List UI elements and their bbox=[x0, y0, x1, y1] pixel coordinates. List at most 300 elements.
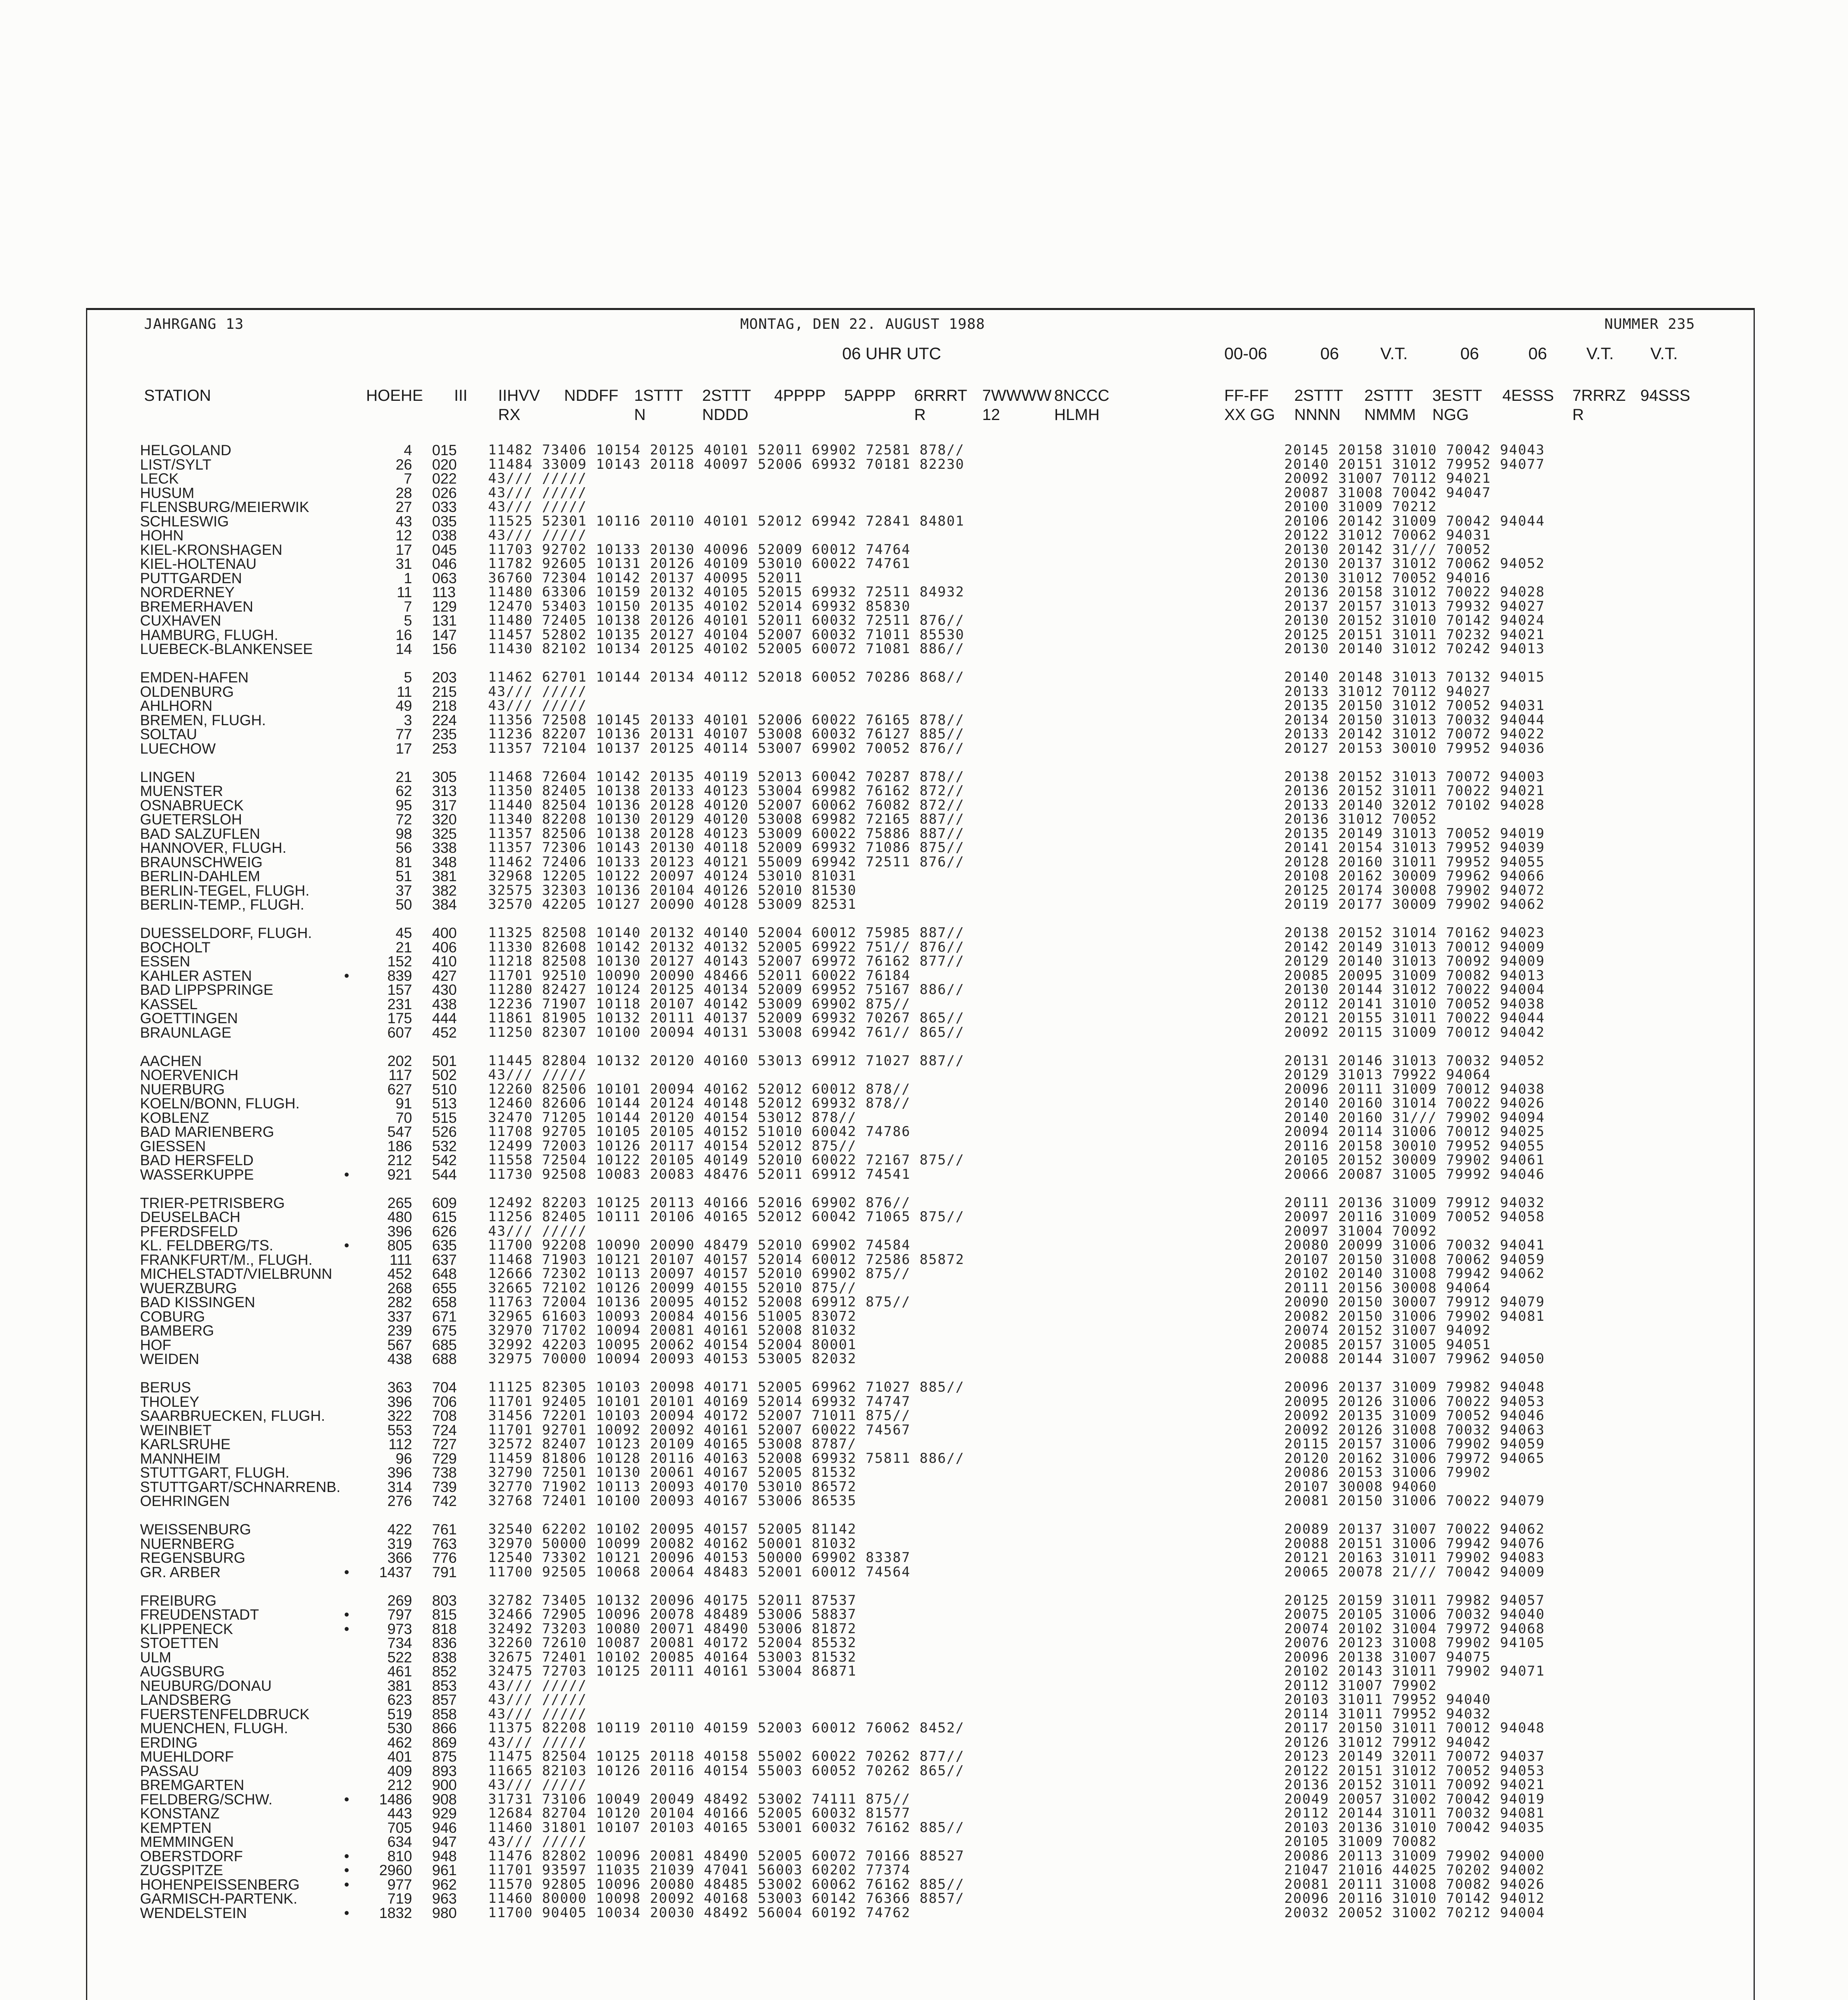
synop-groups: 11125 82305 10103 20098 40171 52005 69962 71027 885// bbox=[488, 1379, 965, 1395]
station-name: BAD MARIENBERG bbox=[140, 1124, 274, 1140]
table-gap bbox=[140, 912, 1752, 926]
mountain-station-marker: • bbox=[344, 1606, 349, 1623]
synop-groups: 11708 92705 10105 20105 40152 51010 60042 74786 bbox=[488, 1124, 911, 1140]
extra-groups: 20107 20150 31008 70062 94059 bbox=[1284, 1251, 1545, 1268]
extra-groups: 20102 20140 31008 79942 94062 bbox=[1284, 1266, 1545, 1282]
extra-groups: 20094 20114 31006 70012 94025 bbox=[1284, 1124, 1545, 1140]
station-id: 729 bbox=[432, 1450, 457, 1467]
station-id: 900 bbox=[432, 1777, 457, 1793]
extra-groups: 20081 20111 31008 70082 94026 bbox=[1284, 1876, 1545, 1892]
table-row bbox=[140, 1380, 1752, 1395]
table-row bbox=[140, 1721, 1752, 1736]
table-gap bbox=[140, 656, 1752, 671]
table-row bbox=[140, 1210, 1752, 1224]
synop-groups: 43/// ///// bbox=[488, 527, 587, 543]
station-id: 963 bbox=[432, 1890, 457, 1907]
station-name: STUTTGART/SCHNARRENB. bbox=[140, 1478, 340, 1495]
station-height: 734 bbox=[387, 1635, 412, 1651]
mountain-station-marker: • bbox=[344, 1862, 349, 1878]
station-id: 384 bbox=[432, 896, 457, 913]
station-height: 276 bbox=[387, 1493, 412, 1509]
station-height: 49 bbox=[395, 698, 412, 714]
station-name: ESSEN bbox=[140, 953, 190, 970]
extra-groups: 20089 20137 31007 70022 94062 bbox=[1284, 1521, 1545, 1537]
station-name: BRAUNLAGE bbox=[140, 1024, 232, 1041]
station-id: 218 bbox=[432, 698, 457, 714]
synop-groups: 32470 71205 10144 20120 40154 53012 878// bbox=[488, 1109, 857, 1126]
station-name: HAMBURG, FLUGH. bbox=[140, 626, 278, 643]
station-height: 202 bbox=[387, 1052, 412, 1069]
synop-groups: 11236 82207 10136 20131 40107 53008 60032 76127 885// bbox=[488, 726, 965, 742]
table-row bbox=[140, 727, 1752, 742]
station-id: 706 bbox=[432, 1393, 457, 1410]
mountain-station-marker: • bbox=[344, 967, 349, 984]
table-gap bbox=[140, 1182, 1752, 1196]
table-row bbox=[140, 1423, 1752, 1438]
table-row bbox=[140, 557, 1752, 571]
extra-groups: 20115 20157 31006 79902 94059 bbox=[1284, 1436, 1545, 1452]
table-row bbox=[140, 1096, 1752, 1111]
synop-groups: 12666 72302 10113 20097 40157 52010 69902 875// bbox=[488, 1266, 911, 1282]
extra-groups: 20140 20148 31013 70132 94015 bbox=[1284, 669, 1545, 685]
station-id: 542 bbox=[432, 1152, 457, 1168]
table-row bbox=[140, 1707, 1752, 1722]
station-id: 381 bbox=[432, 868, 457, 884]
extra-groups: 20122 20151 31012 70052 94053 bbox=[1284, 1762, 1545, 1779]
station-height: 77 bbox=[395, 726, 412, 742]
station-height: 443 bbox=[387, 1805, 412, 1822]
table-row bbox=[140, 1253, 1752, 1267]
table-row bbox=[140, 812, 1752, 827]
station-id: 708 bbox=[432, 1408, 457, 1424]
extra-groups: 20125 20174 30008 79902 94072 bbox=[1284, 882, 1545, 898]
table-row bbox=[140, 600, 1752, 614]
station-name: BREMERHAVEN bbox=[140, 598, 254, 615]
extra-groups: 20127 20153 30010 79952 94036 bbox=[1284, 740, 1545, 756]
station-name: KOBLENZ bbox=[140, 1109, 209, 1126]
synop-groups: 11457 52802 10135 20127 40104 52007 60032 71011 85530 bbox=[488, 626, 965, 643]
table-row bbox=[140, 585, 1752, 600]
table-row bbox=[140, 571, 1752, 586]
extra-groups: 20122 31012 70062 94031 bbox=[1284, 527, 1491, 543]
table-row bbox=[140, 1764, 1752, 1778]
table-row bbox=[140, 1892, 1752, 1906]
station-height: 519 bbox=[387, 1706, 412, 1722]
table-row bbox=[140, 1466, 1752, 1480]
synop-groups: 32965 61603 10093 20084 40156 51005 83072 bbox=[488, 1308, 857, 1324]
station-id: 853 bbox=[432, 1677, 457, 1694]
extra-groups: 20096 20116 31010 70142 94012 bbox=[1284, 1890, 1545, 1906]
table-row bbox=[140, 1352, 1752, 1366]
column-hoehe: HOEHE bbox=[366, 387, 423, 404]
table-row bbox=[140, 954, 1752, 969]
station-id: 836 bbox=[432, 1635, 457, 1651]
synop-groups: 43/// ///// bbox=[488, 1777, 587, 1793]
synop-groups: 43/// ///// bbox=[488, 484, 587, 501]
column-1sttt: 1STTT N bbox=[634, 387, 683, 424]
synop-groups: 32790 72501 10130 20061 40167 52005 81532 bbox=[488, 1464, 857, 1480]
masthead-center: MONTAG, DEN 22. AUGUST 1988 bbox=[740, 316, 985, 332]
station-name: KEMPTEN bbox=[140, 1819, 212, 1836]
station-name: KL. FELDBERG/TS. bbox=[140, 1237, 274, 1254]
station-name: SCHLESWIG bbox=[140, 513, 229, 530]
table-row bbox=[140, 670, 1752, 685]
station-id: 658 bbox=[432, 1294, 457, 1310]
synop-groups: 32665 72102 10126 20099 40155 52010 875// bbox=[488, 1280, 857, 1296]
table-gap bbox=[140, 1579, 1752, 1594]
synop-groups: 43/// ///// bbox=[488, 1223, 587, 1239]
extra-groups: 20116 20158 30010 79952 94055 bbox=[1284, 1138, 1545, 1154]
station-height: 17 bbox=[395, 541, 412, 558]
station-name: MICHELSTADT/VIELBRUNN bbox=[140, 1266, 332, 1282]
station-height: 1832 bbox=[379, 1904, 412, 1921]
station-name: NEUBURG/DONAU bbox=[140, 1677, 272, 1694]
extra-groups: 20076 20123 31008 79902 94105 bbox=[1284, 1635, 1545, 1651]
station-name: ULM bbox=[140, 1649, 172, 1666]
table-row bbox=[140, 798, 1752, 813]
synop-groups: 11468 71903 10121 20107 40157 52014 60012 72586 85872 bbox=[488, 1251, 965, 1268]
station-height: 973 bbox=[387, 1620, 412, 1637]
synop-groups: 11570 92805 10096 20080 48485 53002 60062 76162 885// bbox=[488, 1876, 965, 1892]
synop-groups: 31456 72201 10103 20094 40172 52007 71011 875// bbox=[488, 1408, 911, 1424]
table-row bbox=[140, 1608, 1752, 1622]
time-group-6: V.T. bbox=[1586, 344, 1614, 363]
station-id: 513 bbox=[432, 1095, 457, 1112]
station-id: 147 bbox=[432, 626, 457, 643]
synop-groups: 11484 33009 10143 20118 40097 52006 69932 70181 82230 bbox=[488, 456, 965, 472]
table-row bbox=[140, 543, 1752, 557]
synop-groups: 11558 72504 10122 20105 40149 52010 60022 72167 875// bbox=[488, 1152, 965, 1168]
synop-groups: 43/// ///// bbox=[488, 683, 587, 700]
table-row bbox=[140, 1565, 1752, 1580]
column-station: STATION bbox=[144, 387, 211, 404]
table-row bbox=[140, 1267, 1752, 1281]
mountain-station-marker: • bbox=[344, 1564, 349, 1580]
station-name: BERLIN-TEGEL, FLUGH. bbox=[140, 882, 310, 899]
station-height: 112 bbox=[388, 1436, 412, 1452]
station-height: 12 bbox=[395, 527, 412, 544]
column-4pppp: 4PPPP bbox=[774, 387, 826, 404]
synop-groups: 11325 82508 10140 20132 40140 52004 60012 75985 887// bbox=[488, 925, 965, 941]
station-name: NORDERNEY bbox=[140, 584, 235, 600]
station-height: 43 bbox=[395, 513, 412, 530]
extra-groups: 20133 20142 31012 70072 94022 bbox=[1284, 726, 1545, 742]
column-6rrrt: 6RRRT R bbox=[914, 387, 967, 424]
station-name: WASSERKUPPE bbox=[140, 1166, 254, 1183]
table-row bbox=[140, 486, 1752, 500]
station-height: 21 bbox=[395, 939, 412, 956]
station-name: MUENSTER bbox=[140, 783, 223, 799]
station-id: 325 bbox=[432, 825, 457, 842]
table-gap bbox=[140, 1508, 1752, 1523]
station-id: 382 bbox=[432, 882, 457, 899]
station-id: 438 bbox=[432, 996, 457, 1012]
station-id: 022 bbox=[432, 470, 457, 487]
synop-groups: 11462 62701 10144 20134 40112 52018 60052 70286 868// bbox=[488, 669, 965, 685]
station-name: SOLTAU bbox=[140, 726, 197, 742]
station-id: 131 bbox=[432, 612, 457, 629]
station-name: LINGEN bbox=[140, 768, 195, 785]
station-id: 129 bbox=[432, 598, 457, 615]
extra-groups: 20130 31012 70052 94016 bbox=[1284, 570, 1491, 586]
synop-groups: 11340 82208 10130 20129 40120 53008 69982 72165 887// bbox=[488, 811, 965, 827]
table-row bbox=[140, 770, 1752, 784]
station-height: 1 bbox=[404, 570, 412, 586]
synop-groups: 43/// ///// bbox=[488, 499, 587, 515]
station-id: 515 bbox=[432, 1109, 457, 1126]
synop-groups: 11330 82608 10142 20132 40132 52005 69922 751// 876// bbox=[488, 939, 965, 955]
synop-groups: 11250 82307 10100 20094 40131 53008 69942 761// 865// bbox=[488, 1024, 965, 1040]
station-height: 14 bbox=[395, 641, 412, 657]
station-height: 27 bbox=[395, 499, 412, 515]
extra-groups: 20105 20152 30009 79902 94061 bbox=[1284, 1152, 1545, 1168]
extra-groups: 20108 20162 30009 79962 94066 bbox=[1284, 868, 1545, 884]
station-height: 530 bbox=[387, 1720, 412, 1736]
mountain-station-marker: • bbox=[344, 1791, 349, 1808]
synop-groups: 32540 62202 10102 20095 40157 52005 81142 bbox=[488, 1521, 857, 1537]
extra-groups: 20121 20155 31011 70022 94044 bbox=[1284, 1010, 1545, 1026]
station-id: 980 bbox=[432, 1904, 457, 1921]
station-height: 95 bbox=[395, 797, 412, 814]
synop-groups: 11665 82103 10126 20116 40154 55003 60052 70262 865// bbox=[488, 1762, 965, 1779]
station-name: OEHRINGEN bbox=[140, 1493, 230, 1509]
station-name: AHLHORN bbox=[140, 698, 212, 714]
station-height: 409 bbox=[387, 1762, 412, 1779]
station-height: 452 bbox=[387, 1266, 412, 1282]
extra-groups: 20121 20163 31011 79902 94083 bbox=[1284, 1550, 1545, 1566]
extra-groups: 20103 31011 79952 94040 bbox=[1284, 1692, 1491, 1708]
station-id: 406 bbox=[432, 939, 457, 956]
station-id: 501 bbox=[432, 1052, 457, 1069]
extra-groups: 20100 31009 70212 bbox=[1284, 499, 1437, 515]
station-name: ERDING bbox=[140, 1734, 198, 1751]
table-row bbox=[140, 742, 1752, 756]
synop-groups: 11280 82427 10124 20125 40134 52009 69952 75167 886// bbox=[488, 982, 965, 998]
column-iii: III bbox=[454, 387, 468, 404]
table-gap bbox=[140, 1040, 1752, 1054]
station-height: 480 bbox=[387, 1209, 412, 1225]
synop-groups: 11350 82405 10138 20133 40123 53004 69982 76162 872// bbox=[488, 783, 965, 799]
station-id: 544 bbox=[432, 1166, 457, 1183]
synop-groups: 11357 72104 10137 20125 40114 53007 69902 70052 876// bbox=[488, 740, 965, 756]
table-row bbox=[140, 628, 1752, 642]
extra-groups: 20075 20105 31006 70032 94040 bbox=[1284, 1606, 1545, 1622]
station-height: 7 bbox=[404, 598, 412, 615]
station-name: BRAUNSCHWEIG bbox=[140, 854, 263, 870]
station-name: NOERVENICH bbox=[140, 1067, 239, 1083]
table-row bbox=[140, 1778, 1752, 1792]
table-row bbox=[140, 1281, 1752, 1296]
synop-groups: 32975 70000 10094 20093 40153 53005 82032 bbox=[488, 1351, 857, 1367]
table-row bbox=[140, 997, 1752, 1012]
synop-groups: 43/// ///// bbox=[488, 1734, 587, 1750]
station-height: 401 bbox=[387, 1748, 412, 1765]
table-row bbox=[140, 1409, 1752, 1423]
extra-groups: 20120 20162 31006 79972 94065 bbox=[1284, 1450, 1545, 1466]
table-row bbox=[140, 1551, 1752, 1565]
extra-groups: 20136 20158 31012 70022 94028 bbox=[1284, 584, 1545, 600]
station-id: 305 bbox=[432, 768, 457, 785]
mountain-station-marker: • bbox=[344, 1904, 349, 1921]
synop-groups: 36760 72304 10142 20137 40095 52011 bbox=[488, 570, 803, 586]
synop-groups: 43/// ///// bbox=[488, 470, 587, 486]
extra-groups: 20140 20151 31012 79952 94077 bbox=[1284, 456, 1545, 472]
extra-groups: 20119 20177 30009 79902 94062 bbox=[1284, 896, 1545, 912]
synop-groups: 11700 92505 10068 20064 48483 52001 60012 74564 bbox=[488, 1564, 911, 1580]
extra-groups: 20131 20146 31013 70032 94052 bbox=[1284, 1052, 1545, 1069]
table-row bbox=[140, 443, 1752, 458]
extra-groups: 20125 20151 31011 70232 94021 bbox=[1284, 626, 1545, 643]
extra-groups: 20133 20140 32012 70102 94028 bbox=[1284, 797, 1545, 813]
station-name: THOLEY bbox=[140, 1393, 200, 1410]
station-id: 908 bbox=[432, 1791, 457, 1808]
station-name: KONSTANZ bbox=[140, 1805, 220, 1822]
table-row bbox=[140, 1821, 1752, 1835]
extra-groups: 20074 20102 31004 79972 94068 bbox=[1284, 1620, 1545, 1637]
station-name: FREIBURG bbox=[140, 1592, 217, 1609]
extra-groups: 20138 20152 31013 70072 94003 bbox=[1284, 768, 1545, 785]
synop-groups: 12260 82506 10101 20094 40162 52012 60012 878// bbox=[488, 1081, 911, 1097]
column-nddff: NDDFF bbox=[564, 387, 619, 404]
station-height: 70 bbox=[395, 1109, 412, 1126]
synop-groups: 12470 53403 10150 20135 40102 52014 69932 85830 bbox=[488, 598, 911, 614]
extra-groups: 20135 20150 31012 70052 94031 bbox=[1284, 698, 1545, 714]
synop-groups: 11476 82802 10096 20081 48490 52005 60072 70166 88527 bbox=[488, 1848, 965, 1864]
synop-groups: 12540 73302 10121 20096 40153 50000 69902 83387 bbox=[488, 1550, 911, 1566]
synop-groups: 12499 72003 10126 20117 40154 52012 875// bbox=[488, 1138, 857, 1154]
station-id: 875 bbox=[432, 1748, 457, 1765]
station-name: BAD SALZUFLEN bbox=[140, 825, 260, 842]
station-id: 113 bbox=[432, 584, 456, 600]
synop-groups: 11475 82504 10125 20118 40158 55002 60022 70262 877// bbox=[488, 1748, 965, 1764]
synop-groups: 11460 31801 10107 20103 40165 53001 60032 76162 885// bbox=[488, 1819, 965, 1836]
synop-groups: 32782 73405 10132 20096 40175 52011 87537 bbox=[488, 1592, 857, 1608]
time-group-7: V.T. bbox=[1650, 344, 1678, 363]
table-row bbox=[140, 1522, 1752, 1537]
extra-groups: 20097 20116 31009 70052 94058 bbox=[1284, 1209, 1545, 1225]
table-row bbox=[140, 1806, 1752, 1821]
extra-groups: 20088 20151 31006 79942 94076 bbox=[1284, 1535, 1545, 1552]
station-name: STUTTGART, FLUGH. bbox=[140, 1464, 290, 1481]
table-row bbox=[140, 926, 1752, 940]
table-row bbox=[140, 458, 1752, 472]
synop-groups: 11256 82405 10111 20106 40165 52012 60042 71065 875// bbox=[488, 1209, 965, 1225]
table-row bbox=[140, 1594, 1752, 1608]
extra-groups: 20102 20143 31011 79902 94071 bbox=[1284, 1663, 1545, 1679]
time-group-2: 06 bbox=[1320, 344, 1339, 363]
station-height: 117 bbox=[388, 1067, 412, 1083]
station-id: 046 bbox=[432, 556, 457, 572]
station-height: 366 bbox=[387, 1550, 412, 1566]
station-height: 96 bbox=[395, 1450, 412, 1467]
station-height: 797 bbox=[387, 1606, 412, 1623]
station-id: 852 bbox=[432, 1663, 457, 1680]
station-id: 704 bbox=[432, 1379, 457, 1396]
station-id: 671 bbox=[432, 1308, 457, 1325]
station-height: 422 bbox=[387, 1521, 412, 1538]
table-row bbox=[140, 1693, 1752, 1707]
station-name: KAHLER ASTEN bbox=[140, 967, 252, 984]
station-height: 396 bbox=[387, 1464, 412, 1481]
station-id: 838 bbox=[432, 1649, 457, 1666]
extra-groups: 20114 31011 79952 94032 bbox=[1284, 1706, 1491, 1722]
station-name: GARMISCH-PARTENK. bbox=[140, 1890, 298, 1907]
station-height: 5 bbox=[404, 612, 412, 629]
synop-groups: 11701 92405 10101 20101 40169 52014 69932 74747 bbox=[488, 1393, 911, 1410]
station-name: HUSUM bbox=[140, 484, 194, 501]
extra-groups: 20138 20152 31014 70162 94023 bbox=[1284, 925, 1545, 941]
synop-groups: 11440 82504 10136 20128 40120 52007 60062 76082 872// bbox=[488, 797, 965, 813]
station-name: FLENSBURG/MEIERWIK bbox=[140, 499, 309, 515]
station-id: 947 bbox=[432, 1834, 457, 1850]
station-id: 869 bbox=[432, 1734, 457, 1751]
station-height: 322 bbox=[387, 1408, 412, 1424]
station-name: BAD LIPPSPRINGE bbox=[140, 982, 274, 998]
table-row bbox=[140, 1011, 1752, 1026]
station-height: 212 bbox=[387, 1777, 412, 1793]
extra-groups: 20133 31012 70112 94027 bbox=[1284, 683, 1491, 700]
synop-groups: 32570 42205 10127 20090 40128 53009 82531 bbox=[488, 896, 857, 912]
station-height: 623 bbox=[387, 1692, 412, 1708]
station-height: 17 bbox=[395, 740, 412, 757]
station-name: NUERNBERG bbox=[140, 1535, 235, 1552]
table-row bbox=[140, 699, 1752, 713]
station-id: 532 bbox=[432, 1138, 457, 1154]
table-row bbox=[140, 685, 1752, 699]
synop-groups: 32968 12205 10122 20097 40124 53010 81031 bbox=[488, 868, 857, 884]
station-height: 21 bbox=[395, 768, 412, 785]
table-row bbox=[140, 514, 1752, 529]
table-row bbox=[140, 472, 1752, 486]
extra-groups: 20074 20152 31007 94092 bbox=[1284, 1322, 1491, 1338]
station-id: 400 bbox=[432, 925, 457, 941]
station-id: 724 bbox=[432, 1422, 457, 1438]
station-id: 156 bbox=[432, 641, 457, 657]
mountain-station-marker: • bbox=[344, 1620, 349, 1637]
station-id: 215 bbox=[432, 683, 457, 700]
extra-groups: 20140 20160 31014 70022 94026 bbox=[1284, 1095, 1545, 1111]
column-iihvv: IIHVV RX bbox=[498, 387, 540, 424]
synop-groups: 11356 72508 10145 20133 40101 52006 60022 76165 878// bbox=[488, 712, 965, 728]
station-name: HOHENPEISSENBERG bbox=[140, 1876, 300, 1893]
station-name: PUTTGARDEN bbox=[140, 570, 242, 586]
station-height: 16 bbox=[395, 626, 412, 643]
column-7rrrz: 7RRRZ R bbox=[1572, 387, 1626, 424]
station-height: 805 bbox=[387, 1237, 412, 1254]
time-group-4: 06 bbox=[1460, 344, 1479, 363]
station-height: 607 bbox=[387, 1024, 412, 1041]
station-id: 962 bbox=[432, 1876, 457, 1893]
station-id: 338 bbox=[432, 840, 457, 856]
extra-groups: 20135 20149 31013 70052 94019 bbox=[1284, 825, 1545, 842]
table-row bbox=[140, 1650, 1752, 1665]
station-height: 91 bbox=[395, 1095, 412, 1112]
station-id: 791 bbox=[432, 1564, 457, 1580]
station-height: 37 bbox=[395, 882, 412, 899]
station-name: WEISSENBURG bbox=[140, 1521, 251, 1538]
table-row bbox=[140, 500, 1752, 514]
table-row bbox=[140, 898, 1752, 912]
time-group-5: 06 bbox=[1528, 344, 1547, 363]
extra-groups: 20145 20158 31010 70042 94043 bbox=[1284, 442, 1545, 458]
table-row bbox=[140, 884, 1752, 898]
extra-groups: 20142 20149 31013 70012 94009 bbox=[1284, 939, 1545, 955]
station-id: 818 bbox=[432, 1620, 457, 1637]
table-row bbox=[140, 1849, 1752, 1864]
station-id: 761 bbox=[432, 1521, 457, 1538]
station-name: MEMMINGEN bbox=[140, 1834, 234, 1850]
station-id: 929 bbox=[432, 1805, 457, 1822]
